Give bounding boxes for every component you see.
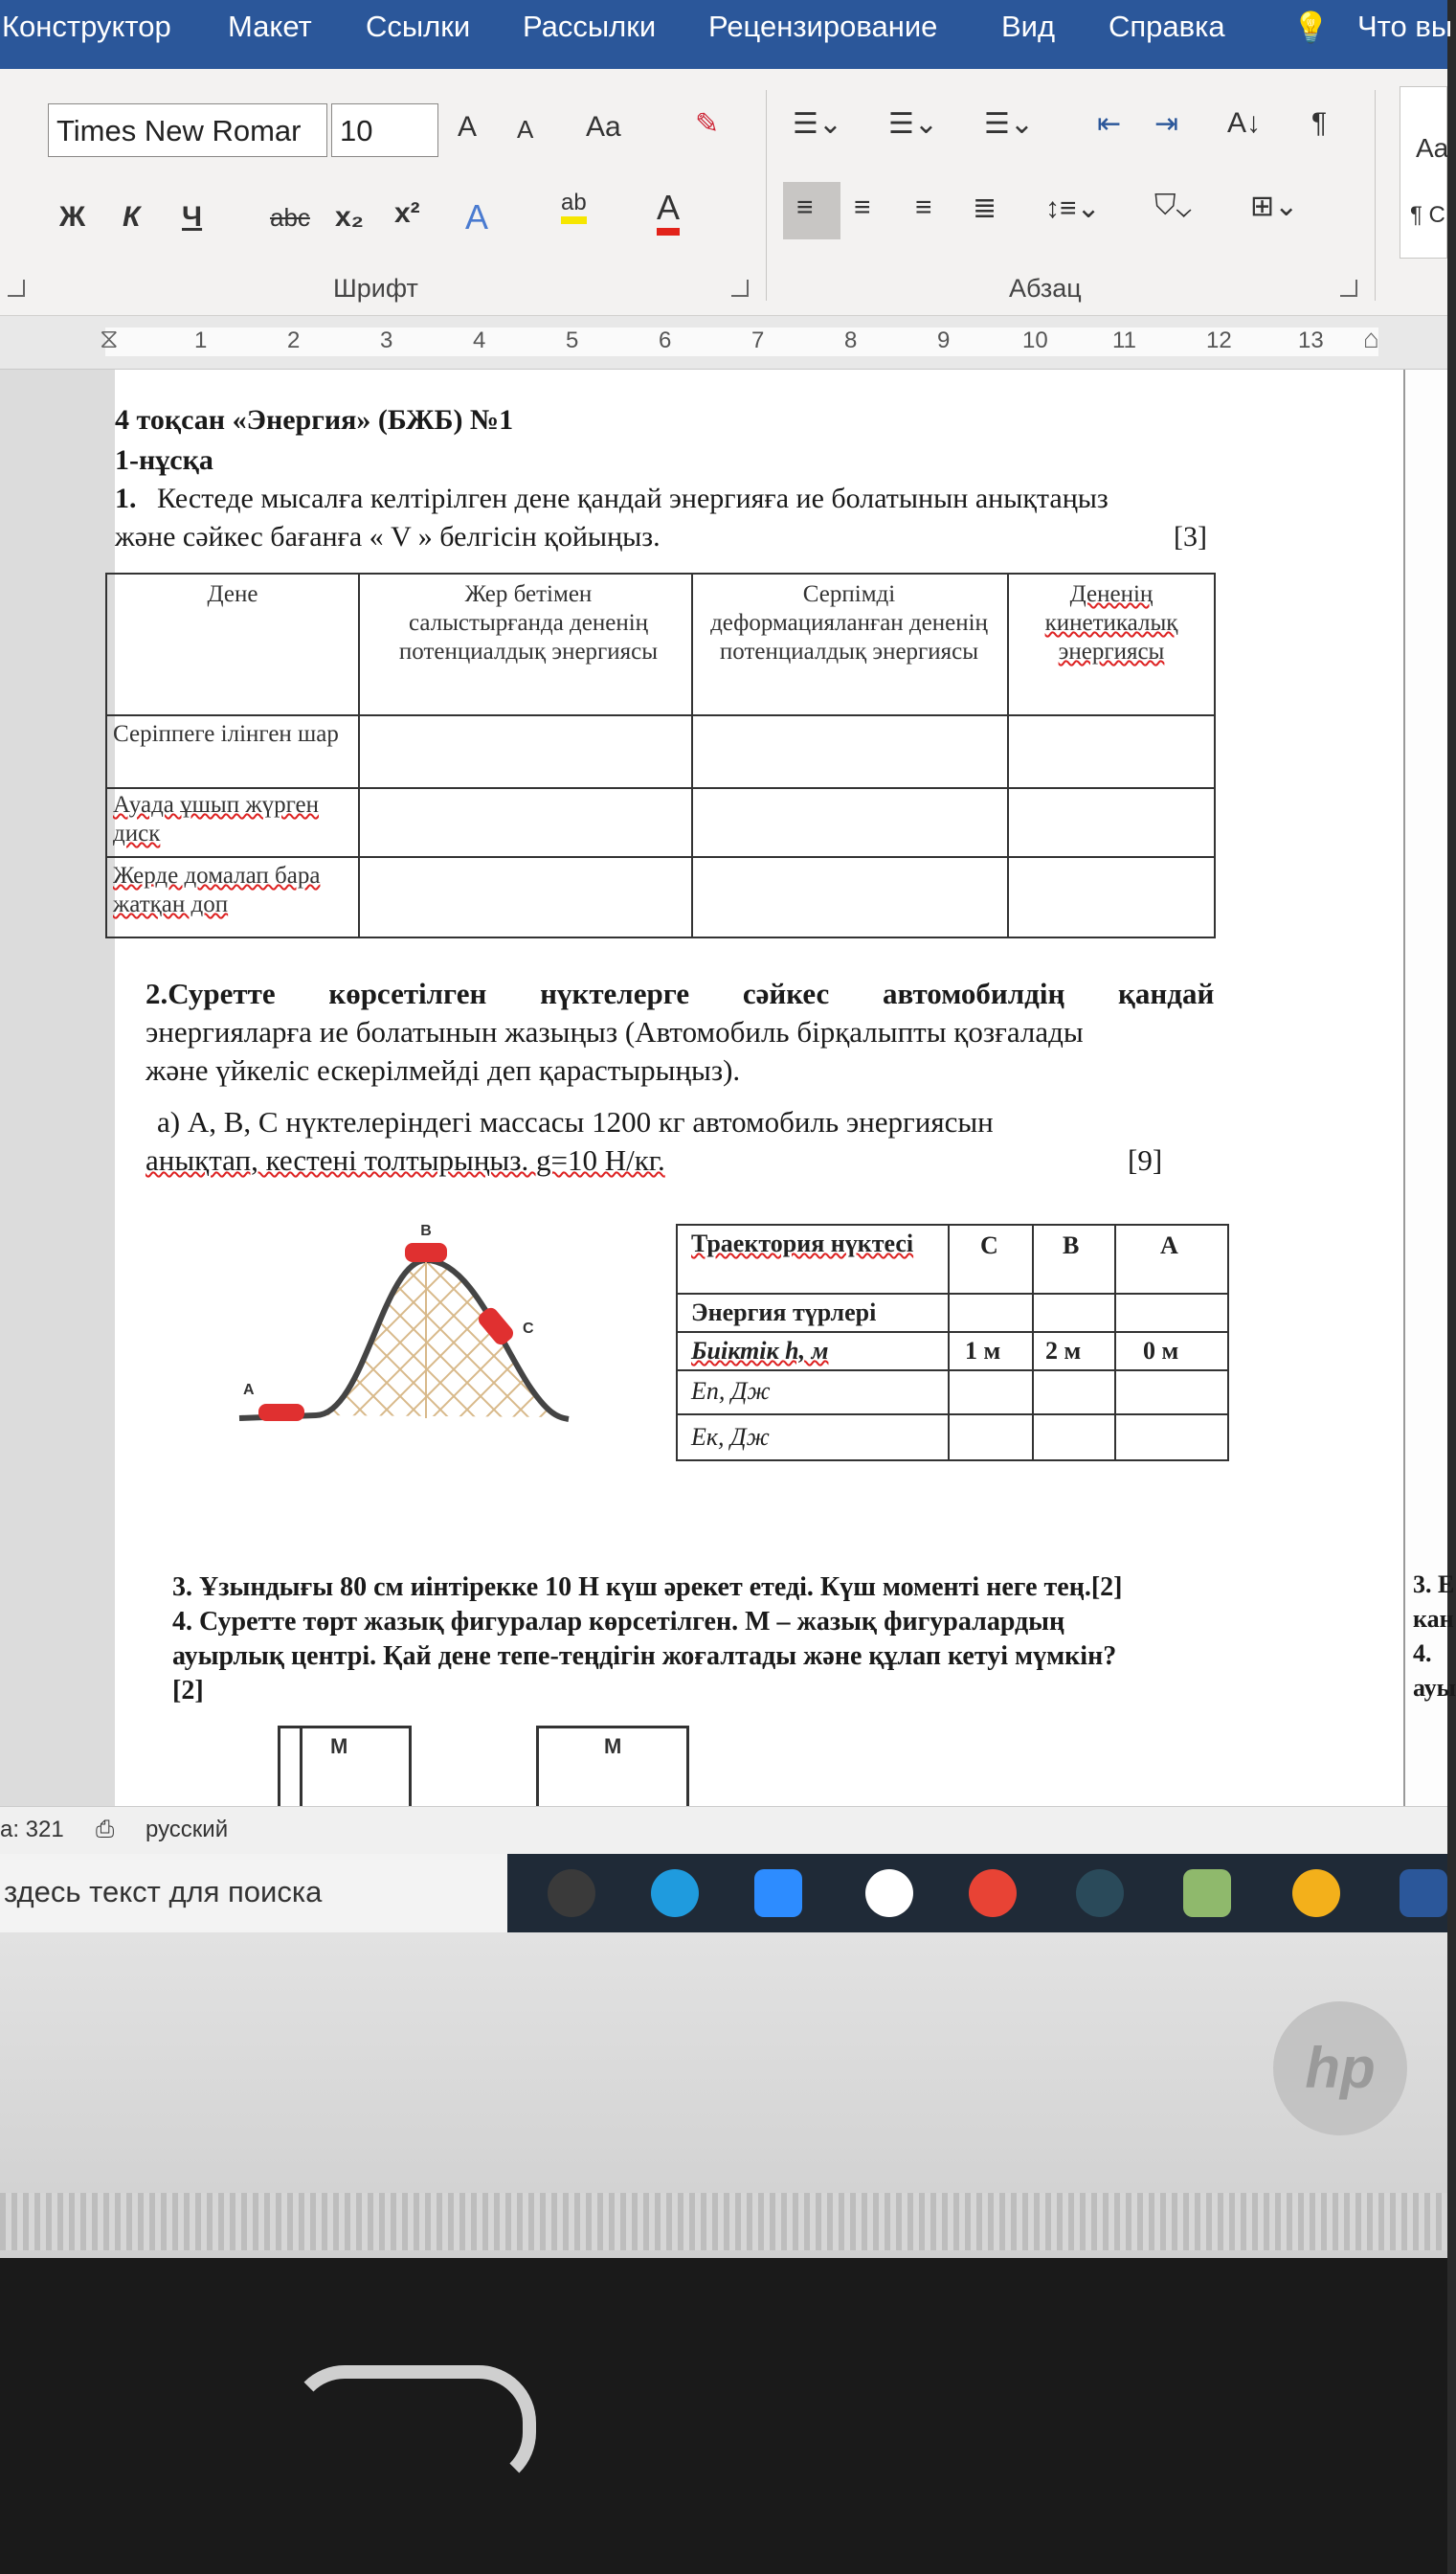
font-color-button[interactable]: A xyxy=(657,188,680,236)
horizontal-ruler[interactable] xyxy=(0,316,1447,370)
table-divider xyxy=(107,856,1214,858)
table2-height-value: 0 м xyxy=(1143,1337,1179,1365)
shape-figure-1 xyxy=(278,1726,412,1806)
side-text: ауы xyxy=(1413,1674,1456,1702)
ruler-number: 5 xyxy=(566,327,579,353)
italic-button[interactable]: К xyxy=(123,201,141,233)
language-indicator[interactable]: русский xyxy=(146,1817,229,1842)
superscript-button[interactable]: x² xyxy=(394,197,420,229)
ruler-number: 11 xyxy=(1112,327,1136,353)
indent-marker-icon[interactable]: ⧖ xyxy=(100,324,119,353)
ruler-number: 10 xyxy=(1022,327,1048,353)
table2-header-label: Траектория нүктесі xyxy=(691,1230,914,1257)
ruler-number: 6 xyxy=(659,327,672,353)
table2-row-height: Биіктік h, м xyxy=(691,1337,829,1365)
ruler-number: 2 xyxy=(287,327,301,353)
style-normal[interactable]: ¶ C xyxy=(1410,202,1445,228)
font-group-label: Шрифт xyxy=(333,274,418,303)
table1-header-kinetic: Дененің кинетикалық энергиясы xyxy=(1044,581,1178,665)
proofing-icon[interactable]: ⎙ xyxy=(96,1817,115,1842)
figure-label-a: A xyxy=(243,1382,255,1398)
lock-app-icon[interactable] xyxy=(548,1869,595,1917)
styles-gallery[interactable] xyxy=(1400,86,1447,259)
word-count[interactable]: а: 321 xyxy=(0,1817,64,1842)
right-indent-marker-icon[interactable]: ⌂ xyxy=(1363,324,1379,353)
tab-help[interactable]: Справка xyxy=(1109,10,1225,43)
q2a-text-line2: анықтап, кестені толтырыңыз. g=10 Н/кг. xyxy=(146,1143,665,1177)
clipboard-launcher-icon[interactable] xyxy=(8,280,25,297)
table1-header-elastic-pe: Серпімді деформацияланған дененің потенциалдық энергиясы xyxy=(710,581,988,665)
table-divider xyxy=(107,714,1214,716)
roller-coaster-figure xyxy=(172,1222,747,1452)
tab-mailings[interactable]: Рассылки xyxy=(523,10,657,43)
zoom-icon[interactable] xyxy=(754,1869,802,1917)
q4-score: [2] xyxy=(172,1676,204,1705)
desk-surface xyxy=(0,2258,1447,2574)
ruler-number: 12 xyxy=(1206,327,1232,353)
ruler-number: 9 xyxy=(937,327,951,353)
bold-button[interactable]: Ж xyxy=(59,201,86,233)
font-size-box[interactable]: 10 xyxy=(331,103,438,157)
decrease-indent-icon[interactable]: ⇤ xyxy=(1097,108,1122,140)
table-divider xyxy=(691,575,693,937)
multilevel-list-icon[interactable]: ☰⌄ xyxy=(984,108,1035,140)
subscript-button[interactable]: x₂ xyxy=(335,201,365,233)
font-launcher-icon[interactable] xyxy=(731,280,749,297)
doc-variant: 1-нұсқа xyxy=(115,444,213,476)
font-name-box[interactable]: Times New Romar xyxy=(48,103,327,157)
table1-row-label: Серіппеге ілінген шар xyxy=(113,721,339,747)
text-effects-button[interactable]: A xyxy=(465,197,489,237)
ruler-number: 8 xyxy=(844,327,858,353)
ribbon-home xyxy=(0,69,1447,316)
car-b xyxy=(405,1243,447,1262)
bullets-icon[interactable]: ☰⌄ xyxy=(793,108,843,140)
taskbar-search-box[interactable] xyxy=(0,1854,507,1932)
app-icon[interactable] xyxy=(1183,1869,1231,1917)
shape-center-label: М xyxy=(330,1734,348,1758)
energy-table-1[interactable] xyxy=(105,573,1216,938)
strikethrough-button[interactable]: abc xyxy=(270,203,310,232)
table1-header-gravity-pe: Жер бетімен салыстырғанда дененің потенциалдық энергиясы xyxy=(398,581,659,665)
style-preview[interactable]: Aa xyxy=(1416,133,1449,163)
table1-row-label: Жерде домалап бара жатқан доп xyxy=(113,863,321,917)
q4-text-line1: 4. Суретте төрт жазық фигуралар көрсетілген. М – жазық фигуралардың xyxy=(172,1607,1065,1637)
q1-score: [3] xyxy=(1174,521,1207,553)
ruler-number: 4 xyxy=(473,327,486,353)
underline-button[interactable]: Ч xyxy=(182,201,203,233)
table2-row-ek: Ек, Дж xyxy=(691,1423,770,1451)
ruler-number: 3 xyxy=(380,327,393,353)
table-divider xyxy=(678,1369,1227,1371)
show-marks-button[interactable]: ¶ xyxy=(1311,107,1328,139)
table2-row-ep: Еп, Дж xyxy=(691,1377,771,1405)
tab-references[interactable]: Ссылки xyxy=(366,10,471,43)
increase-indent-icon[interactable]: ⇥ xyxy=(1154,108,1179,140)
q1-number: 1. xyxy=(115,483,137,514)
yandex-browser-icon[interactable] xyxy=(865,1869,913,1917)
paragraph-launcher-icon[interactable] xyxy=(1340,280,1357,297)
table1-row-label: Ауада ұшып жүрген диск xyxy=(113,792,319,847)
shape-edge xyxy=(278,1726,302,1812)
q3-text: 3. Ұзындығы 80 см иінтірекке 10 Н күш әрекет етеді. Күш моменті неге тең.[2] xyxy=(172,1572,1123,1602)
usb-cable xyxy=(287,2365,536,2490)
tell-me-search[interactable]: Что вы xyxy=(1357,10,1453,43)
chrome-icon[interactable] xyxy=(969,1869,1017,1917)
shape-center-label: М xyxy=(604,1734,622,1758)
ruler-number: 13 xyxy=(1298,327,1324,353)
q4-text-line2: ауырлық центрі. Қай дене тепе-теңдігін жоғалтады және құлап кетуі мүмкін? xyxy=(172,1641,1117,1671)
table1-header-body: Дене xyxy=(207,581,258,607)
shading-icon[interactable]: ⛉⌄ xyxy=(1154,190,1192,221)
numbering-icon[interactable]: ☰⌄ xyxy=(888,108,939,140)
table-divider xyxy=(1114,1226,1116,1459)
ruler-number: 7 xyxy=(751,327,765,353)
shape-figure-2 xyxy=(536,1726,689,1806)
side-text: 3. Е xyxy=(1413,1570,1455,1598)
tab-constructor[interactable]: Конструктор xyxy=(2,10,171,43)
clear-formatting-icon[interactable]: ✎ xyxy=(695,108,720,140)
table2-header-point: A xyxy=(1160,1231,1178,1259)
document-page[interactable] xyxy=(115,370,1403,1806)
side-text: 4. xyxy=(1413,1639,1432,1667)
align-center-icon[interactable]: ≡ xyxy=(854,192,871,223)
table-divider xyxy=(678,1293,1227,1295)
lightbulb-icon[interactable]: 💡 xyxy=(1292,11,1330,44)
figure-label-b: B xyxy=(420,1223,432,1239)
table-divider xyxy=(107,787,1214,789)
sort-button[interactable]: A↓ xyxy=(1227,107,1262,139)
edge-icon[interactable] xyxy=(651,1869,699,1917)
q2-score: [9] xyxy=(1128,1143,1163,1177)
table2-row-types: Энергия түрлері xyxy=(691,1298,877,1326)
taskbar xyxy=(0,1854,1447,1932)
borders-icon[interactable]: ⊞⌄ xyxy=(1250,191,1299,222)
table-divider xyxy=(1007,575,1009,937)
taskbar-search-placeholder[interactable]: здесь текст для поиска xyxy=(4,1875,323,1908)
q2-text-line2: энергияларға ие болатынын жазыңыз (Автомобиль бірқалыпты қозғалады xyxy=(146,1015,1084,1049)
tab-layout[interactable]: Макет xyxy=(228,10,312,43)
car-a xyxy=(258,1404,304,1421)
side-text: кан xyxy=(1413,1605,1454,1633)
q1-text-line1: Кестеде мысалға келтірілген дене қандай энергияға ие болатынын анықтаңыз xyxy=(157,483,1109,514)
status-bar xyxy=(0,1806,1447,1854)
ruler-number: 1 xyxy=(194,327,208,353)
tab-view[interactable]: Вид xyxy=(1001,10,1056,43)
group-separator xyxy=(766,90,767,301)
highlight-button[interactable]: ab xyxy=(561,190,587,224)
group-separator xyxy=(1375,90,1376,301)
tab-review[interactable]: Рецензирование xyxy=(708,10,938,43)
table2-height-value: 2 м xyxy=(1045,1337,1082,1365)
word-taskbar-icon[interactable] xyxy=(1400,1869,1447,1917)
energy-table-2[interactable] xyxy=(676,1224,1229,1461)
photos-icon[interactable] xyxy=(1292,1869,1340,1917)
change-case-button[interactable]: Aa xyxy=(586,111,621,143)
shrink-font-button[interactable]: A xyxy=(517,115,534,144)
hotspot-icon[interactable] xyxy=(1076,1869,1124,1917)
monitor-vent xyxy=(0,2193,1447,2250)
paragraph-group-label: Абзац xyxy=(1009,274,1082,303)
doc-title: 4 тоқсан «Энергия» (БЖБ) №1 xyxy=(115,404,514,436)
table2-height-value: 1 м xyxy=(965,1337,1001,1365)
table-divider xyxy=(948,1226,950,1459)
q2a-text-line1: а) А, В, С нүктелеріндегі массасы 1200 кг автомобиль энергиясын xyxy=(157,1105,994,1139)
hp-logo: hp xyxy=(1273,2001,1407,2135)
table-divider xyxy=(358,575,360,937)
q2-text-line1: 2.Суретте көрсетілген нүктелерге сәйкес автомобилдің қандай xyxy=(146,977,1215,1010)
next-page-edge xyxy=(1403,370,1456,1806)
line-spacing-icon[interactable]: ↕≡⌄ xyxy=(1045,192,1101,224)
table-divider xyxy=(1032,1226,1034,1459)
table2-header-point: C xyxy=(980,1231,998,1259)
table-divider xyxy=(678,1413,1227,1415)
q2-text-line3: және үйкеліс ескерілмейді деп қарастырыңыз). xyxy=(146,1053,741,1087)
table-divider xyxy=(678,1331,1227,1333)
justify-icon[interactable]: ≣ xyxy=(973,192,997,224)
ribbon-tab-bar xyxy=(0,0,1453,69)
q1-text-line2: және сәйкес бағанға « V » белгісін қойыңыз. xyxy=(115,521,661,553)
table2-header-point: B xyxy=(1063,1231,1080,1259)
grow-font-button[interactable]: A xyxy=(458,111,478,143)
figure-label-c: C xyxy=(523,1321,534,1337)
align-right-icon[interactable]: ≡ xyxy=(915,192,932,223)
align-left-icon[interactable]: ≡ xyxy=(796,192,814,223)
